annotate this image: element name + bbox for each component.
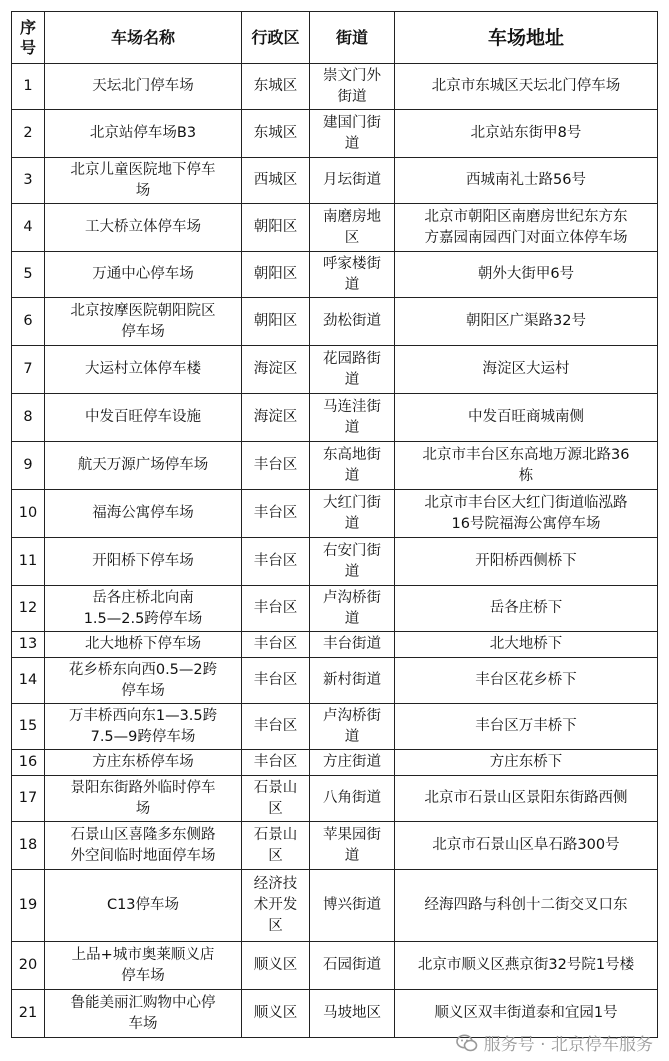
- cell-address: 北京站东街甲8号: [395, 110, 658, 158]
- table-row: [12, 394, 658, 442]
- table-row: [12, 704, 658, 750]
- cell-street: 南磨房地 区: [310, 204, 395, 252]
- table-row: [12, 298, 658, 346]
- cell-name: 大运村立体停车楼: [45, 346, 242, 394]
- watermark: [456, 1030, 653, 1055]
- cell-index: 6: [12, 298, 45, 346]
- cell-name: 北京站停车场B3: [45, 110, 242, 158]
- cell-index: 20: [12, 942, 45, 990]
- cell-index: 16: [12, 750, 45, 776]
- cell-district: 丰台区: [242, 490, 310, 538]
- cell-street: 卢沟桥街 道: [310, 704, 395, 750]
- header-index: [12, 12, 45, 64]
- cell-index: 21: [12, 990, 45, 1038]
- cell-district: 石景山 区: [242, 776, 310, 822]
- table-row: [12, 490, 658, 538]
- cell-index: 7: [12, 346, 45, 394]
- table-row: [12, 658, 658, 704]
- cell-address: 开阳桥西侧桥下: [395, 538, 658, 586]
- table-header-row: [12, 12, 658, 64]
- table-row: [12, 870, 658, 942]
- cell-street: 花园路街 道: [310, 346, 395, 394]
- table-row: [12, 632, 658, 658]
- cell-index: 3: [12, 158, 45, 204]
- cell-name: 岳各庄桥北向南 1.5—2.5跨停车场: [45, 586, 242, 632]
- cell-street: 崇文门外 街道: [310, 64, 395, 110]
- cell-street: 苹果园街 道: [310, 822, 395, 870]
- cell-district: 海淀区: [242, 346, 310, 394]
- cell-address: 海淀区大运村: [395, 346, 658, 394]
- cell-district: 朝阳区: [242, 204, 310, 252]
- cell-street: 月坛街道: [310, 158, 395, 204]
- parking-lot-table: [11, 11, 658, 1038]
- cell-address: 北京市朝阳区南磨房世纪东方东 方嘉园南园西门对面立体停车场: [395, 204, 658, 252]
- cell-street: 大红门街 道: [310, 490, 395, 538]
- header-index-label: 序 号: [19, 17, 36, 57]
- cell-name: 万通中心停车场: [45, 252, 242, 298]
- header-street: 街道: [310, 12, 395, 64]
- cell-index: 18: [12, 822, 45, 870]
- cell-name: 方庄东桥停车场: [45, 750, 242, 776]
- cell-district: 顺义区: [242, 990, 310, 1038]
- cell-street: 博兴街道: [310, 870, 395, 942]
- table-row: [12, 586, 658, 632]
- cell-index: 5: [12, 252, 45, 298]
- cell-address: 经海四路与科创十二街交叉口东: [395, 870, 658, 942]
- cell-index: 9: [12, 442, 45, 490]
- table-row: [12, 822, 658, 870]
- cell-index: 2: [12, 110, 45, 158]
- cell-address: 北京市东城区天坛北门停车场: [395, 64, 658, 110]
- cell-index: 17: [12, 776, 45, 822]
- cell-index: 14: [12, 658, 45, 704]
- cell-district: 朝阳区: [242, 298, 310, 346]
- cell-index: 4: [12, 204, 45, 252]
- cell-street: 马坡地区: [310, 990, 395, 1038]
- cell-district: 丰台区: [242, 442, 310, 490]
- header-name: 车场名称: [45, 12, 242, 64]
- cell-index: 12: [12, 586, 45, 632]
- cell-name: 福海公寓停车场: [45, 490, 242, 538]
- cell-name: 景阳东街路外临时停车 场: [45, 776, 242, 822]
- cell-address: 朝阳区广渠路32号: [395, 298, 658, 346]
- table-row: [12, 942, 658, 990]
- cell-street: 方庄街道: [310, 750, 395, 776]
- table-row: [12, 204, 658, 252]
- cell-name: 万丰桥西向东1—3.5跨 7.5—9跨停车场: [45, 704, 242, 750]
- table-row: [12, 346, 658, 394]
- cell-district: 丰台区: [242, 704, 310, 750]
- cell-name: 鲁能美丽汇购物中心停 车场: [45, 990, 242, 1038]
- cell-street: 马连洼街 道: [310, 394, 395, 442]
- cell-street: 建国门街 道: [310, 110, 395, 158]
- cell-address: 岳各庄桥下: [395, 586, 658, 632]
- table-row: [12, 538, 658, 586]
- header-district: 行政区: [242, 12, 310, 64]
- cell-district: 丰台区: [242, 632, 310, 658]
- cell-name: 航天万源广场停车场: [45, 442, 242, 490]
- cell-street: 卢沟桥街 道: [310, 586, 395, 632]
- table-row: [12, 64, 658, 110]
- cell-name: 石景山区喜隆多东侧路 外空间临时地面停车场: [45, 822, 242, 870]
- cell-address: 西城南礼士路56号: [395, 158, 658, 204]
- cell-district: 石景山 区: [242, 822, 310, 870]
- table-row: [12, 158, 658, 204]
- cell-street: 八角街道: [310, 776, 395, 822]
- cell-index: 19: [12, 870, 45, 942]
- cell-street: 呼家楼街 道: [310, 252, 395, 298]
- cell-district: 丰台区: [242, 586, 310, 632]
- cell-index: 8: [12, 394, 45, 442]
- cell-district: 经济技 术开发 区: [242, 870, 310, 942]
- wechat-icon: [456, 1034, 478, 1052]
- cell-address: 北京市丰台区大红门街道临泓路 16号院福海公寓停车场: [395, 490, 658, 538]
- table-row: [12, 110, 658, 158]
- cell-street: 东高地街 道: [310, 442, 395, 490]
- cell-street: 新村街道: [310, 658, 395, 704]
- cell-address: 丰台区花乡桥下: [395, 658, 658, 704]
- cell-name: 开阳桥下停车场: [45, 538, 242, 586]
- table-row: [12, 750, 658, 776]
- cell-street: 丰台街道: [310, 632, 395, 658]
- cell-address: 丰台区万丰桥下: [395, 704, 658, 750]
- cell-index: 11: [12, 538, 45, 586]
- table-row: [12, 776, 658, 822]
- header-address: 车场地址: [395, 12, 658, 64]
- cell-address: 方庄东桥下: [395, 750, 658, 776]
- cell-name: 北京儿童医院地下停车 场: [45, 158, 242, 204]
- cell-district: 东城区: [242, 64, 310, 110]
- cell-address: 北京市顺义区燕京街32号院1号楼: [395, 942, 658, 990]
- cell-district: 朝阳区: [242, 252, 310, 298]
- cell-index: 10: [12, 490, 45, 538]
- cell-address: 北京市石景山区景阳东街路西侧: [395, 776, 658, 822]
- cell-name: 花乡桥东向西0.5—2跨 停车场: [45, 658, 242, 704]
- table-row: [12, 252, 658, 298]
- cell-address: 顺义区双丰街道泰和宜园1号: [395, 990, 658, 1038]
- cell-name: 北大地桥下停车场: [45, 632, 242, 658]
- cell-district: 丰台区: [242, 658, 310, 704]
- cell-district: 丰台区: [242, 538, 310, 586]
- cell-name: 北京按摩医院朝阳院区 停车场: [45, 298, 242, 346]
- cell-address: 北大地桥下: [395, 632, 658, 658]
- cell-street: 劲松街道: [310, 298, 395, 346]
- cell-district: 西城区: [242, 158, 310, 204]
- watermark-text: 服务号 · 北京停车服务: [483, 1035, 653, 1055]
- cell-district: 海淀区: [242, 394, 310, 442]
- cell-street: 石园街道: [310, 942, 395, 990]
- cell-name: 上品+城市奥莱顺义店 停车场: [45, 942, 242, 990]
- cell-address: 中发百旺商城南侧: [395, 394, 658, 442]
- cell-index: 13: [12, 632, 45, 658]
- table-row: [12, 442, 658, 490]
- cell-district: 东城区: [242, 110, 310, 158]
- cell-index: 15: [12, 704, 45, 750]
- cell-index: 1: [12, 64, 45, 110]
- cell-address: 朝外大街甲6号: [395, 252, 658, 298]
- cell-name: 工大桥立体停车场: [45, 204, 242, 252]
- cell-name: 天坛北门停车场: [45, 64, 242, 110]
- cell-street: 右安门街 道: [310, 538, 395, 586]
- cell-district: 顺义区: [242, 942, 310, 990]
- cell-address: 北京市石景山区阜石路300号: [395, 822, 658, 870]
- cell-name: C13停车场: [45, 870, 242, 942]
- cell-district: 丰台区: [242, 750, 310, 776]
- cell-address: 北京市丰台区东高地万源北路36 栋: [395, 442, 658, 490]
- cell-name: 中发百旺停车设施: [45, 394, 242, 442]
